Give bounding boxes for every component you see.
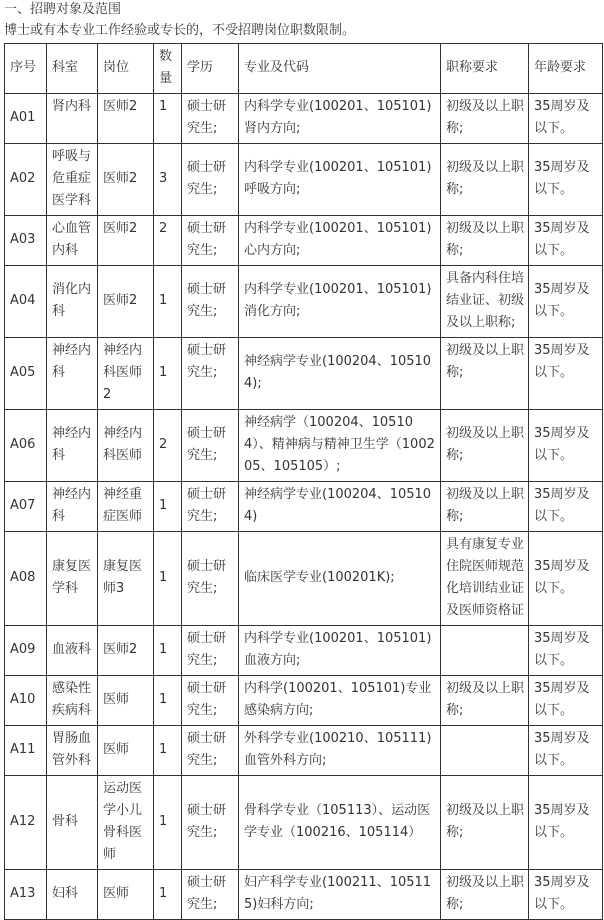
cell-title-req: 初级及以上职称; <box>441 410 529 482</box>
cell-post: 医师2 <box>98 266 154 338</box>
cell-dept: 康复医学科 <box>47 532 98 626</box>
cell-index: A05 <box>5 338 47 410</box>
cell-education: 硕士研究生; <box>182 870 239 920</box>
cell-qty: 1 <box>154 870 182 920</box>
cell-age-req: 35周岁及以下。 <box>529 726 603 776</box>
col-header-qty: 数量 <box>154 44 182 94</box>
cell-index: A13 <box>5 870 47 920</box>
cell-qty: 1 <box>154 532 182 626</box>
cell-index: A08 <box>5 532 47 626</box>
table-row <box>5 144 603 216</box>
cell-qty: 1 <box>154 482 182 532</box>
cell-dept: 消化内科 <box>47 266 98 338</box>
cell-education: 硕士研究生; <box>182 144 239 216</box>
cell-title-req <box>441 726 529 776</box>
cell-major: 妇产科学专业(100211、105115)妇科方向; <box>239 870 441 920</box>
cell-post: 康复医师3 <box>98 532 154 626</box>
cell-major: 骨科学专业（105113）、运动医学专业（100216、105114） <box>239 776 441 870</box>
cell-index: A06 <box>5 410 47 482</box>
cell-post: 医师2 <box>98 144 154 216</box>
table-row <box>5 626 603 676</box>
cell-index: A10 <box>5 676 47 726</box>
table-row <box>5 870 603 920</box>
cell-title-req: 初级及以上职称; <box>441 776 529 870</box>
cell-index: A09 <box>5 626 47 676</box>
cell-post: 神经内科医师 <box>98 410 154 482</box>
cell-qty: 3 <box>154 144 182 216</box>
cell-index: A12 <box>5 776 47 870</box>
cell-index: A01 <box>5 94 47 144</box>
cell-age-req: 35周岁及以下。 <box>529 776 603 870</box>
cell-dept: 血液科 <box>47 626 98 676</box>
table-row <box>5 338 603 410</box>
cell-index: A07 <box>5 482 47 532</box>
cell-post: 医师 <box>98 726 154 776</box>
cell-title-req: 初级及以上职称; <box>441 482 529 532</box>
cell-title-req <box>441 626 529 676</box>
cell-post: 医师 <box>98 870 154 920</box>
cell-post: 医师2 <box>98 216 154 266</box>
cell-title-req: 具有康复专业住院医师规范化培训结业证及医师资格证 <box>441 532 529 626</box>
cell-education: 硕士研究生; <box>182 338 239 410</box>
cell-dept: 骨科 <box>47 776 98 870</box>
table-row <box>5 94 603 144</box>
cell-title-req: 具备内科住培结业证、初级及以上职称; <box>441 266 529 338</box>
cell-post: 医师2 <box>98 94 154 144</box>
cell-post: 神经内科医师2 <box>98 338 154 410</box>
table-row <box>5 266 603 338</box>
cell-post: 运动医学小儿骨科医师 <box>98 776 154 870</box>
cell-major: 内科学专业(100201、105101)呼吸方向; <box>239 144 441 216</box>
cell-major: 内科学专业(100201、105101)血液方向; <box>239 626 441 676</box>
cell-education: 硕士研究生; <box>182 94 239 144</box>
cell-post: 神经重症医师 <box>98 482 154 532</box>
cell-dept: 感染性疾病科 <box>47 676 98 726</box>
cell-age-req: 35周岁及以下。 <box>529 870 603 920</box>
cell-title-req: 初级及以上职称; <box>441 676 529 726</box>
cell-age-req: 35周岁及以下。 <box>529 216 603 266</box>
cell-dept: 神经内科 <box>47 410 98 482</box>
cell-qty: 1 <box>154 338 182 410</box>
cell-age-req: 35周岁及以下。 <box>529 482 603 532</box>
col-header-index: 序号 <box>5 44 47 94</box>
cell-education: 硕士研究生; <box>182 776 239 870</box>
cell-index: A04 <box>5 266 47 338</box>
cell-post: 医师 <box>98 676 154 726</box>
cell-dept: 肾内科 <box>47 94 98 144</box>
col-header-post: 岗位 <box>98 44 154 94</box>
cell-qty: 1 <box>154 776 182 870</box>
cell-major: 外科学专业(100210、105111)血管外科方向; <box>239 726 441 776</box>
col-header-education: 学历 <box>182 44 239 94</box>
cell-title-req: 初级及以上职称; <box>441 94 529 144</box>
cell-qty: 1 <box>154 266 182 338</box>
table-row <box>5 216 603 266</box>
table-header-row <box>5 44 603 94</box>
cell-title-req: 初级及以上职称; <box>441 216 529 266</box>
cell-education: 硕士研究生; <box>182 266 239 338</box>
cell-age-req: 35周岁及以下。 <box>529 410 603 482</box>
cell-age-req: 35周岁及以下。 <box>529 94 603 144</box>
cell-qty: 2 <box>154 410 182 482</box>
cell-post: 医师2 <box>98 626 154 676</box>
cell-age-req: 35周岁及以下。 <box>529 266 603 338</box>
recruitment-table <box>4 43 603 920</box>
cell-dept: 胃肠血管外科 <box>47 726 98 776</box>
cell-dept: 妇科 <box>47 870 98 920</box>
cell-major: 临床医学专业(100201K); <box>239 532 441 626</box>
cell-qty: 1 <box>154 94 182 144</box>
cell-dept: 心血管内科 <box>47 216 98 266</box>
cell-age-req: 35周岁及以下。 <box>529 144 603 216</box>
cell-qty: 1 <box>154 626 182 676</box>
table-row <box>5 676 603 726</box>
table-row <box>5 482 603 532</box>
cell-qty: 2 <box>154 216 182 266</box>
cell-index: A11 <box>5 726 47 776</box>
cell-education: 硕士研究生; <box>182 410 239 482</box>
col-header-dept: 科室 <box>47 44 98 94</box>
cell-education: 硕士研究生; <box>182 216 239 266</box>
cell-qty: 1 <box>154 726 182 776</box>
table-row <box>5 410 603 482</box>
cell-qty: 1 <box>154 676 182 726</box>
cell-title-req: 初级及以上职称; <box>441 338 529 410</box>
cell-age-req: 35周岁及以下。 <box>529 338 603 410</box>
col-header-age-req: 年龄要求 <box>529 44 603 94</box>
cell-index: A03 <box>5 216 47 266</box>
col-header-title-req: 职称要求 <box>441 44 529 94</box>
cell-title-req: 初级及以上职称; <box>441 870 529 920</box>
cell-index: A02 <box>5 144 47 216</box>
cell-education: 硕士研究生; <box>182 626 239 676</box>
cell-title-req: 初级及以上职称; <box>441 144 529 216</box>
table-row <box>5 776 603 870</box>
cell-education: 硕士研究生; <box>182 676 239 726</box>
table-row <box>5 726 603 776</box>
cell-dept: 神经内科 <box>47 338 98 410</box>
cell-education: 硕士研究生; <box>182 532 239 626</box>
cell-major: 内科学专业(100201、105101)心内方向; <box>239 216 441 266</box>
cell-age-req: 35周岁及以下。 <box>529 676 603 726</box>
cell-education: 硕士研究生; <box>182 482 239 532</box>
cell-age-req: 35周岁及以下。 <box>529 626 603 676</box>
cell-major: 神经病学专业(100204、105104); <box>239 338 441 410</box>
intro-text: 博士或有本专业工作经验或专长的，不受招聘岗位职数限制。 <box>4 23 356 38</box>
cell-major: 神经病学（100204、105104）、精神病与精神卫生学（100205、105105）; <box>239 410 441 482</box>
cell-dept: 呼吸与危重症医学科 <box>47 144 98 216</box>
section-heading: 一、招聘对象及范围 <box>4 2 122 17</box>
col-header-major: 专业及代码 <box>239 44 441 94</box>
cell-major: 神经病学专业(100204、105104) <box>239 482 441 532</box>
cell-major: 内科学专业(100201、105101)消化方向; <box>239 266 441 338</box>
cell-age-req: 35周岁及以下。 <box>529 532 603 626</box>
cell-dept: 神经内科 <box>47 482 98 532</box>
cell-major: 内科学专业(100201、105101)肾内方向; <box>239 94 441 144</box>
cell-education: 硕士研究生; <box>182 726 239 776</box>
table-row <box>5 532 603 626</box>
cell-major: 内科学(100201、105101)专业感染病方向; <box>239 676 441 726</box>
